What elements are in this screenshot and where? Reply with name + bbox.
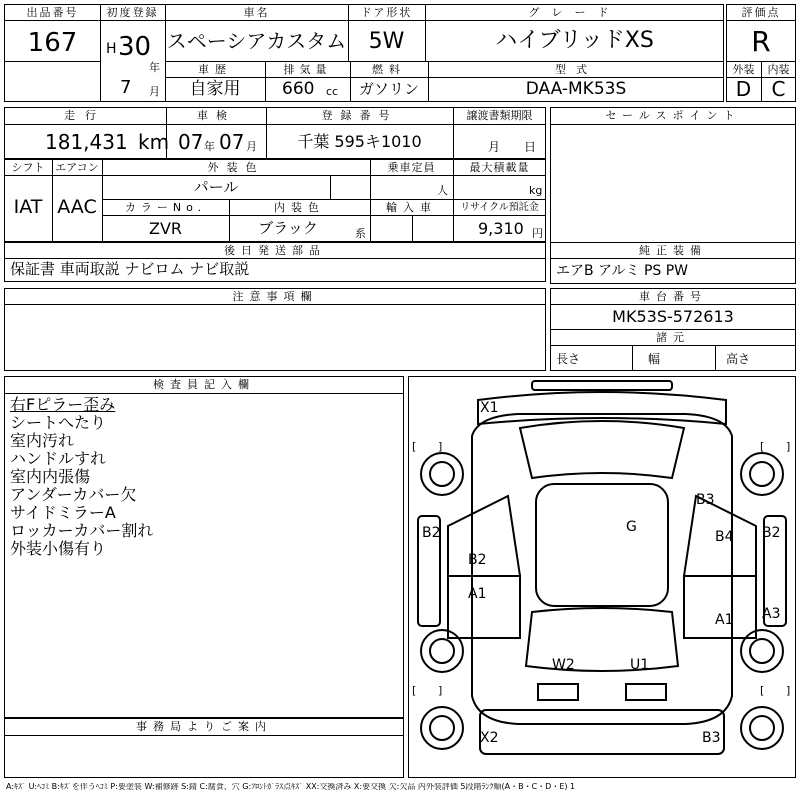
height-label: 高さ <box>726 352 751 366</box>
later-parts-label: 後日発送部品 <box>224 244 326 257</box>
color-no-label: カラーNo. <box>124 201 207 214</box>
equipment: エアB アルミ PS PW <box>556 263 689 279</box>
damage-mark: X1 <box>480 400 499 416</box>
inspector-note: 室内内張傷 <box>10 467 91 486</box>
score-label: 評価点 <box>741 6 781 19</box>
mileage-unit: km <box>138 130 170 154</box>
damage-mark: A1 <box>715 612 734 628</box>
displacement-label: 排気量 <box>283 63 332 76</box>
ac: AAC <box>57 196 97 218</box>
ac-label: エアコン <box>55 161 99 174</box>
reg-month-unit: 月 <box>149 85 160 98</box>
inspection-month-unit: 月 <box>246 140 257 153</box>
transfer-month: 月 <box>488 140 501 154</box>
lot-number: 167 <box>27 28 78 58</box>
bracket-mark: ] <box>438 440 443 453</box>
history: 自家用 <box>189 79 241 99</box>
fuel: ガソリン <box>358 80 419 98</box>
sales-point-label: セールスポイント <box>605 109 741 122</box>
later-parts: 保証書 車両取説 ナビロム ナビ取説 <box>10 260 250 278</box>
damage-mark: B3 <box>702 730 721 746</box>
grade-label: グレード <box>528 6 621 19</box>
car-name: スペーシアカスタム <box>166 29 347 53</box>
bracket-mark: ] <box>786 684 791 697</box>
inspector-label: 検査員記入欄 <box>153 378 255 391</box>
first-reg-label: 初度登録 <box>106 6 159 19</box>
inspector-note: サイドミラーA <box>10 503 116 522</box>
inspector-note: シートへたり <box>10 413 107 432</box>
damage-mark: B2 <box>422 525 441 541</box>
reg-month: 7 <box>120 77 132 98</box>
fuel-label: 燃料 <box>372 63 406 76</box>
bracket-mark: [ <box>412 684 417 697</box>
equipment-label: 純正装備 <box>639 244 707 257</box>
length-label: 長さ <box>556 352 581 366</box>
damage-mark: G <box>626 519 637 535</box>
legend: A:ｷｽﾞ U:ﾍｺﾐ B:ｷｽﾞを伴うﾍｺﾐ P:要塗装 W:補修跡 S:錆 C:腐食、穴 G:ﾌﾛﾝﾄｶﾞﾗｽ点ｷｽﾞ XX:交換済み X:要交換 欠:欠品 内外装評価 5段階ﾗﾝｸ順(A・B・C・D・E) 1 <box>6 783 576 791</box>
int-color: ブラック <box>258 219 318 237</box>
model-code: DAA-MK53S <box>525 79 627 99</box>
reg-year-unit: 年 <box>149 61 160 74</box>
reg-year: 30 <box>118 32 152 62</box>
damage-mark: B3 <box>696 492 715 508</box>
width-label: 幅 <box>648 352 661 366</box>
displacement: 660 <box>282 79 315 99</box>
inspection-month: 07 <box>219 130 245 154</box>
damage-mark: B2 <box>468 552 487 568</box>
chassis-number: MK53S-572613 <box>612 307 734 326</box>
damage-mark: B4 <box>715 529 734 545</box>
load-unit: kg <box>529 184 543 197</box>
inspector-note: 外装小傷有り <box>10 539 107 558</box>
color-label: 外装色 <box>207 161 265 174</box>
spec-label: 諸元 <box>656 331 690 344</box>
shift-label: シフト <box>11 161 45 174</box>
mileage: 181,431 <box>45 130 128 154</box>
inspection-year-unit: 年 <box>204 140 215 153</box>
car-diagram <box>408 376 796 778</box>
bracket-mark: ] <box>786 440 791 453</box>
inspector-note: 室内汚れ <box>10 431 75 450</box>
inspector-notes <box>10 396 153 558</box>
plate-number: 千葉 595キ1010 <box>297 132 422 151</box>
ext-score: D <box>735 77 752 101</box>
bracket-mark: [ <box>760 440 765 453</box>
color-no: ZVR <box>148 219 183 238</box>
damage-mark: W2 <box>552 657 575 673</box>
chassis-label: 車台番号 <box>639 290 707 303</box>
inspector-note: アンダーカバー欠 <box>10 485 137 504</box>
transfer-day: 日 <box>524 140 537 154</box>
model-label: 型式 <box>555 63 597 76</box>
damage-mark: A3 <box>762 606 781 622</box>
inspector-note: ハンドルすれ <box>10 449 107 468</box>
ext-label: 外装 <box>732 63 755 76</box>
displacement-unit: cc <box>326 85 339 98</box>
plate-label: 登録番号 <box>321 109 398 122</box>
shift: IAT <box>13 196 43 218</box>
color: パール <box>193 178 239 196</box>
int-color-unit: 系 <box>355 227 366 240</box>
recycle-unit: 円 <box>532 227 543 240</box>
inspector-note: 右Fピラー歪み <box>10 395 116 414</box>
score: R <box>751 25 771 58</box>
recycle-label: リサイクル預託金 <box>460 202 539 213</box>
load-label: 最大積載量 <box>469 161 530 174</box>
damage-mark: A1 <box>468 586 487 602</box>
damage-mark: U1 <box>630 657 650 673</box>
import-label: 輸入車 <box>386 201 437 214</box>
recycle-fee: 9,310 <box>478 219 524 238</box>
history-label: 車歴 <box>198 63 232 76</box>
door-type: 5W <box>368 29 405 54</box>
notes-label: 注意事項欄 <box>232 290 318 303</box>
car-name-label: 車名 <box>243 6 270 19</box>
inspection-label: 車検 <box>197 109 235 122</box>
damage-mark: X2 <box>480 730 499 746</box>
bracket-mark: [ <box>412 440 417 453</box>
damage-mark: B2 <box>762 525 781 541</box>
era: H <box>106 41 117 57</box>
grade: ハイブリッドXS <box>495 28 654 53</box>
int-label: 内装 <box>767 63 790 76</box>
int-color-label: 内装色 <box>274 201 325 214</box>
inspection-year: 07 <box>178 130 204 154</box>
office-label: 事務局よりご案内 <box>136 720 272 733</box>
lot-label: 出品番号 <box>26 6 79 19</box>
int-score: C <box>771 77 786 101</box>
transfer-label: 譲渡書類期限 <box>466 109 533 122</box>
inspector-note: ロッカーカバー割れ <box>10 521 154 540</box>
mileage-label: 走行 <box>64 109 106 122</box>
bracket-mark: [ <box>760 684 765 697</box>
capacity-label: 乗車定員 <box>387 161 436 174</box>
bracket-mark: ] <box>438 684 443 697</box>
capacity-unit: 人 <box>437 184 448 197</box>
door-label: ドア形状 <box>360 6 413 19</box>
